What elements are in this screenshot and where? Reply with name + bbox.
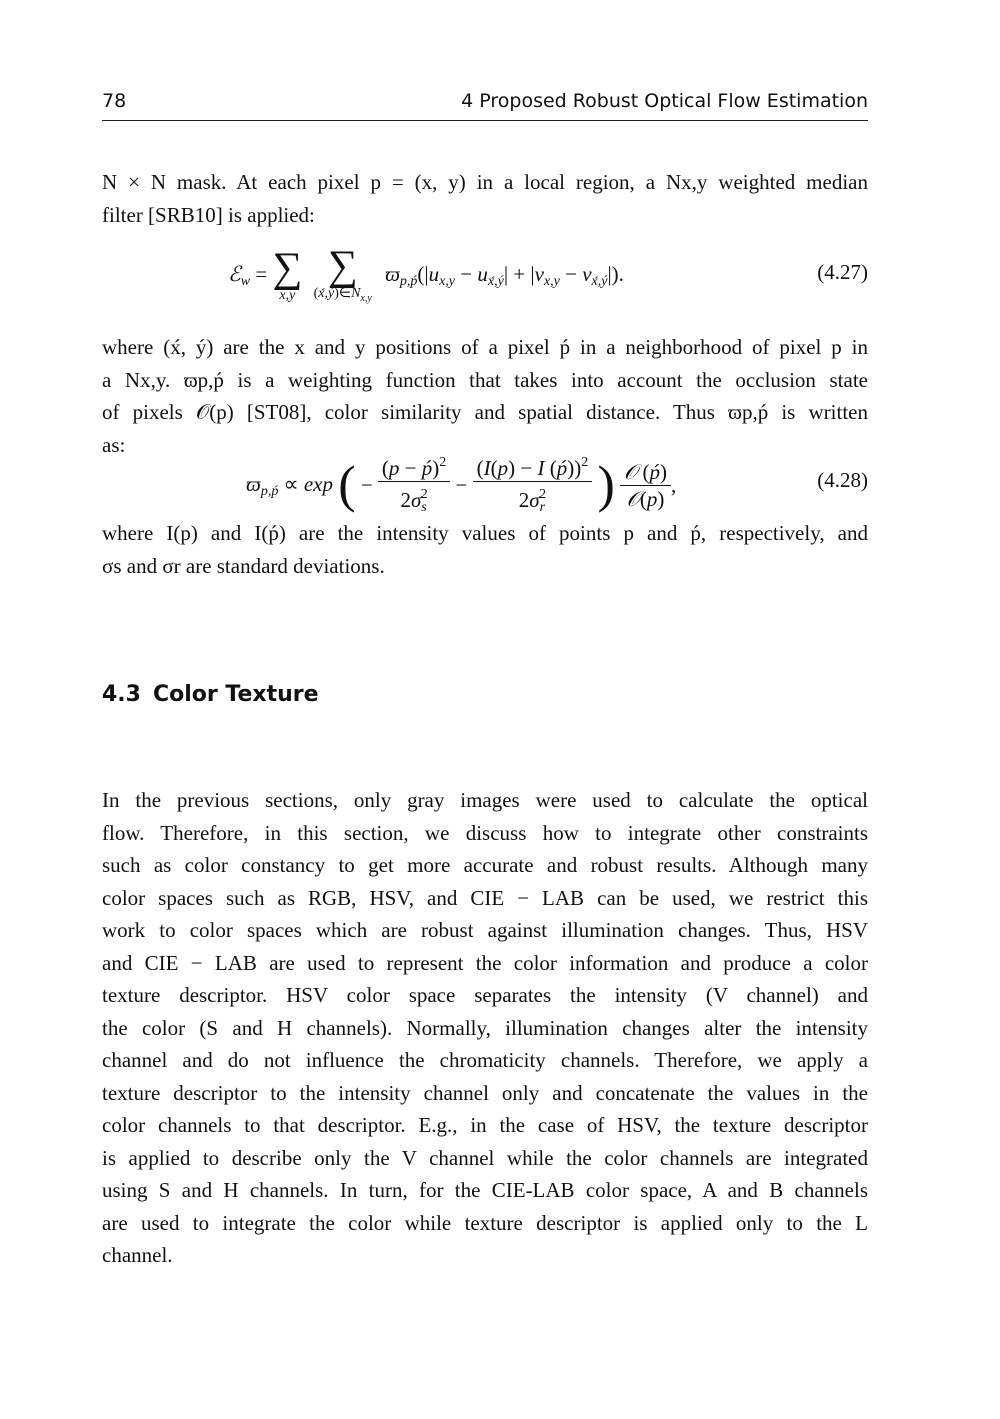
- chapter-title: 4 Proposed Robust Optical Flow Estimation: [461, 90, 868, 112]
- text-line: is applied to describe only the V channel while the color channels are integrated: [102, 1145, 868, 1170]
- text-line: using S and H channels. In turn, for the CIE-LAB color space, A and B channels: [102, 1178, 868, 1202]
- paragraph-intensity: [102, 517, 868, 582]
- text-line: such as color constancy to get more accurate and robust results. Although many: [102, 853, 868, 877]
- text-line: where I(p) and I(ṕ) are the intensity values of points p and ṕ, respectively, and: [102, 521, 868, 545]
- text-line: and CIE − LAB are used to represent the color information and produce a color: [102, 950, 868, 975]
- equation-4-28: [102, 450, 868, 514]
- text-line: where (x́, ý) are the x and y positions of a pixel ṕ in a neighborhood of pixel p in: [102, 335, 868, 359]
- text-line: σs and σr are standard deviations.: [102, 553, 385, 578]
- equation-number: (4.28): [817, 468, 868, 492]
- text-line: color spaces such as RGB, HSV, and CIE − LAB can be used, we restrict this: [102, 885, 868, 910]
- equation-body: $ϖ_{p,ṕ} \propto \exp$ ( − $\frac{(p - ṕ)^2}{2\sigma_s^2}$ − $\frac{(I(p) - I (ṕ))^2}{2\sigma_r^2}$ ) $\frac{\text{𝒪 (ṕ)}}{\text{𝒪(p)}}$ ,: [246, 450, 676, 521]
- section-heading: [102, 682, 319, 707]
- page-number: 78: [102, 90, 127, 112]
- text-line: texture descriptor. HSV color space separates the intensity (V channel) and: [102, 983, 868, 1007]
- running-header: [102, 88, 868, 121]
- paragraph-weighting: [102, 331, 868, 461]
- paragraph-color-texture: [102, 784, 868, 1272]
- text-line: color channels to that descriptor. E.g., in the case of HSV, the texture descriptor: [102, 1113, 868, 1137]
- text-line: filter [SRB10] is applied:: [102, 202, 315, 227]
- section-title: Color Texture: [152, 682, 319, 707]
- text-line: as:: [102, 432, 126, 457]
- text-line: texture descriptor to the intensity channel only and concatenate the values in the: [102, 1080, 868, 1105]
- text-line: work to color spaces which are robust against illumination changes. Thus, HSV: [102, 918, 868, 942]
- section-number: 4.3: [102, 682, 141, 707]
- text-line: a Nx,y. ϖp,ṕ is a weighting function that takes into account the occlusion state: [102, 367, 868, 392]
- equation-body: ℰ$_w$ = ∑ x,y ∑ $(x́,ý)\in N_{x,y}$ $ϖ_{p,ṕ}(|u_{x,y} - u_{x́,ý}| + |v_{x,y} - v_{x́,ý}|)$.: [228, 243, 624, 304]
- text-line: In the previous sections, only gray images were used to calculate the optical: [102, 788, 868, 812]
- text-line: are used to integrate the color while texture descriptor is applied only to the L: [102, 1210, 868, 1235]
- text-line: the color (S and H channels). Normally, illumination changes alter the intensity: [102, 1015, 868, 1040]
- equation-4-27: [102, 243, 868, 316]
- equation-number: (4.27): [817, 260, 868, 284]
- text-line: channel.: [102, 1243, 173, 1267]
- text-line: flow. Therefore, in this section, we discuss how to integrate other constraints: [102, 820, 868, 845]
- text-line: channel and do not influence the chromaticity channels. Therefore, we apply a: [102, 1048, 868, 1072]
- text-line: N × N mask. At each pixel p = (x, y) in a local region, a Nx,y weighted median: [102, 170, 868, 194]
- text-line: of pixels 𝒪(p) [ST08], color similarity and spatial distance. Thus ϖp,ṕ is written: [102, 400, 868, 424]
- paragraph-intro: [102, 166, 868, 231]
